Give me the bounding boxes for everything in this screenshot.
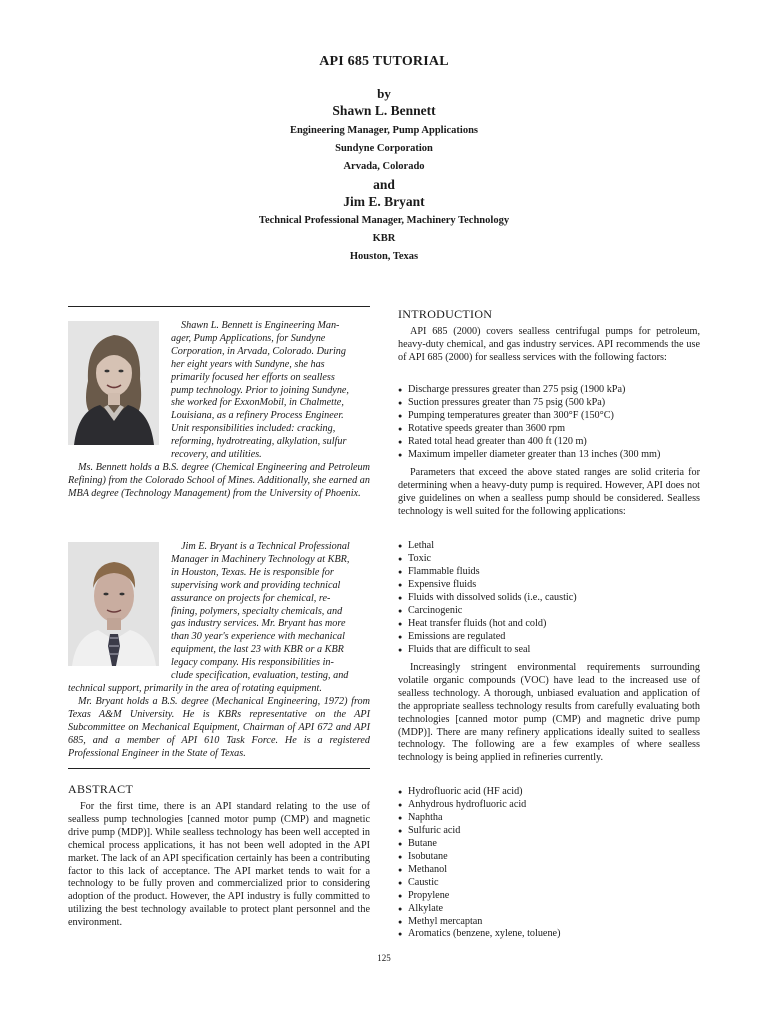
author2-bio-paragraph: Mr. Bryant holds a B.S. degree (Mechanical Engineering, 1972) from Texas A&M University. He is KBRs representative on the API Subcommittee on Mechanical Equipment, Chairman of API 672 and API 685, and a member of API 610 Task Force. He is a registered Professional Engineer in the State of Texas. bbox=[68, 696, 370, 759]
bio1-line: her eight years with Sundyne, she has bbox=[171, 358, 325, 370]
abstract-top-rule bbox=[68, 768, 370, 769]
author1-location: Arvada, Colorado bbox=[343, 161, 425, 172]
author1-company: Sundyne Corporation bbox=[335, 143, 433, 154]
bio1-line: Shawn L. Bennett is Engineering Man- bbox=[181, 320, 340, 331]
bio2-line: than 30 year's experience with mechanical bbox=[171, 631, 345, 643]
abstract-heading: ABSTRACT bbox=[68, 782, 134, 796]
list-item: ● Caustic bbox=[398, 877, 700, 890]
list-item: ● Hydrofluoric acid (HF acid) bbox=[398, 786, 700, 799]
introduction-para2: Parameters that exceed the above stated ranges are solid criteria for determining when a heavy-duty pump is required. However, API does not give guidelines on when a sealless pump should be considered. Sealless technology is well suited for the following applications: bbox=[398, 467, 700, 517]
bio2-line: gas industry services. Mr. Bryant has more bbox=[171, 618, 346, 630]
author2-bio-continuation: technical support, primarily in the area of rotating equipment. bbox=[68, 683, 322, 694]
bio1-line: Unit responsibilities included: cracking, bbox=[171, 423, 336, 435]
list-item: ● Aromatics (benzene, xylene, toluene) bbox=[398, 928, 700, 941]
bio1-line: Louisiana, as a refinery Process Engineer. bbox=[171, 410, 344, 422]
list-item: ● Emissions are regulated bbox=[398, 631, 700, 644]
list-item: ● Anhydrous hydrofluoric acid bbox=[398, 799, 700, 812]
bio2-line: in Houston, Texas. He is responsible for bbox=[171, 566, 334, 578]
list-item: ● Maximum impeller diameter greater than 13 inches (300 mm) bbox=[398, 449, 700, 462]
list-item: ● Fluids that are difficult to seal bbox=[398, 644, 700, 657]
bio2-line: fining, polymers, specialty chemicals, and bbox=[171, 605, 343, 617]
bio1-line: she worked for ExxonMobil, in Chalmette, bbox=[171, 397, 344, 409]
and-line: and bbox=[373, 177, 395, 192]
author2-name: Jim E. Bryant bbox=[343, 194, 425, 209]
author1-name: Shawn L. Bennett bbox=[332, 103, 436, 118]
bio2-line: Jim E. Bryant is a Technical Professional bbox=[181, 541, 350, 552]
author2-photo bbox=[68, 542, 159, 666]
author2-location: Houston, Texas bbox=[349, 251, 419, 262]
bio2-line: supervising work and providing technical bbox=[171, 579, 341, 591]
list-item: ● Butane bbox=[398, 838, 700, 851]
list-item: ● Suction pressures greater than 75 psig (500 kPa) bbox=[398, 397, 700, 410]
bio-top-rule bbox=[68, 306, 370, 307]
introduction-para3: Increasingly stringent environmental requirements surrounding volatile organic compounds (VOC) have lead to the increased use of sealless technology. A thorough, unbiased evaluation and application of the appropriate sealless technology results from carefully evaluating both technologies [canned motor pump (CMP) and magnetic drive pump (MDP)]. There are many refinery applications ideally suited to sealless technology. The following are a few examples of where sealless technology is being applied in refineries currently. bbox=[398, 662, 700, 764]
introduction-heading: INTRODUCTION bbox=[398, 307, 493, 321]
by-line: by bbox=[377, 86, 391, 101]
list-item: ● Flammable fluids bbox=[398, 566, 700, 579]
author2-position: Technical Professional Manager, Machinery Technology bbox=[258, 215, 510, 226]
example-list bbox=[398, 786, 700, 941]
list-item: ● Pumping temperatures greater than 300°F (150°C) bbox=[398, 410, 700, 423]
page-title: API 685 TUTORIAL bbox=[319, 54, 449, 69]
author1-bio-wrap bbox=[171, 320, 370, 462]
bio1-line: recovery, and utilities. bbox=[171, 449, 262, 461]
list-item: ● Toxic bbox=[398, 553, 700, 566]
bio2-line: legacy company. His responsibilities in- bbox=[171, 657, 334, 669]
application-list bbox=[398, 540, 700, 657]
list-item: ● Carcinogenic bbox=[398, 605, 700, 618]
bio1-line: ager, Pump Applications, for Sundyne bbox=[171, 332, 326, 344]
introduction-para1: API 685 (2000) covers sealless centrifugal pumps for petroleum, heavy-duty chemical, and gas industry services. API recommends the use of API 685 (2000) for sealless services with the following factors: bbox=[398, 326, 700, 363]
list-item: ● Fluids with dissolved solids (i.e., caustic) bbox=[398, 592, 700, 605]
bio1-line: primarily focused her efforts on sealless bbox=[171, 371, 335, 383]
author2-bio-wrap bbox=[171, 541, 370, 683]
author1-bio-paragraph: Ms. Bennett holds a B.S. degree (Chemical Engineering and Petroleum Refining) from the Colorado School of Mines. Additionally, she earned an MBA degree (Technology Management) from the University of Phoenix. bbox=[68, 462, 370, 499]
list-item: ● Naphtha bbox=[398, 812, 700, 825]
list-item: ● Alkylate bbox=[398, 903, 700, 916]
bio2-line: equipment, the last 23 with KBR or a KBR bbox=[171, 644, 344, 656]
list-item: ● Lethal bbox=[398, 540, 700, 553]
abstract-text: For the first time, there is an API standard relating to the use of sealless pump technologies [canned motor pump (CMP) and magnetic drive pump (MDP)]. While sealless technology has been well accepted in chemical process applications, it has not been well adopted in the API market. The lack of an API specification certainly has been a contributing factor to this lack of acceptance. The API market tends to wait for a technology to be fully proven and commercialized prior to considering adoption of the product. However, the API industry is fully committed to utilizing the best technology available to protect plant personnel and the environment. bbox=[68, 801, 370, 929]
list-item: ● Rotative speeds greater than 3600 rpm bbox=[398, 423, 700, 436]
list-item: ● Discharge pressures greater than 275 psig (1900 kPa) bbox=[398, 384, 700, 397]
list-item: ● Rated total head greater than 400 ft (120 m) bbox=[398, 436, 700, 449]
list-item: ● Methanol bbox=[398, 864, 700, 877]
page-number: 125 bbox=[377, 953, 391, 963]
list-item: ● Sulfuric acid bbox=[398, 825, 700, 838]
author2-company: KBR bbox=[372, 233, 396, 244]
list-item: ● Heat transfer fluids (hot and cold) bbox=[398, 618, 700, 631]
factor-list bbox=[398, 384, 700, 462]
author1-photo bbox=[68, 321, 159, 445]
bio2-line: clude specification, evaluation, testing, and bbox=[171, 670, 349, 682]
bio1-line: reforming, hydrotreating, alkylation, sulfur bbox=[171, 436, 347, 448]
bio2-line: assurance on projects for chemical, re- bbox=[171, 592, 331, 604]
bio2-line: Manager in Machinery Technology at KBR, bbox=[171, 553, 350, 565]
list-item: ● Expensive fluids bbox=[398, 579, 700, 592]
list-item: ● Isobutane bbox=[398, 851, 700, 864]
list-item: ● Propylene bbox=[398, 890, 700, 903]
list-item: ● Methyl mercaptan bbox=[398, 916, 700, 929]
bio1-line: Corporation, in Arvada, Colorado. During bbox=[171, 345, 346, 357]
bio1-line: pump technology. Prior to joining Sundyne, bbox=[171, 384, 349, 396]
author1-position: Engineering Manager, Pump Applications bbox=[289, 125, 479, 136]
